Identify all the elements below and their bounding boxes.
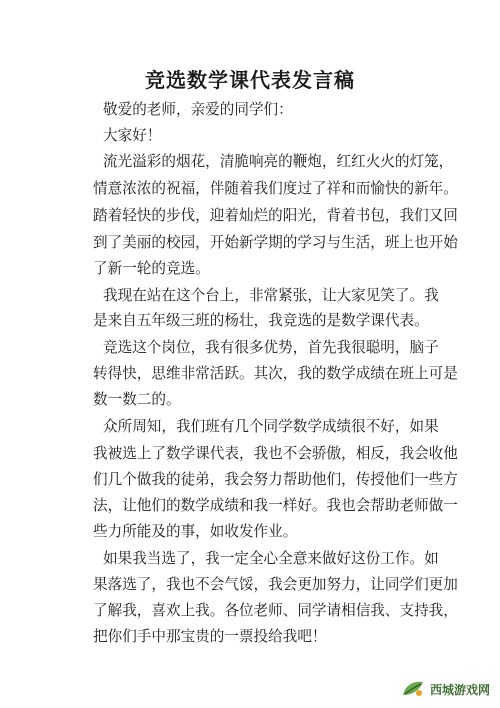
body-line: 转得快，思维非常活跃。其次，我的数学成绩在班上可是 (93, 365, 458, 382)
body-line: 到了美丽的校园，开始新学期的学习与生活，班上也开始 (93, 234, 458, 251)
body-line: 众所周知，我们班有几个同学数学成绩很不好，如果 (103, 418, 439, 435)
body-line: 我被选上了数学课代表，我也不会骄傲，相反，我会收他 (93, 445, 458, 462)
body-line: 如果我当选了，我一定全心全意来做好这份工作。如 (103, 550, 439, 567)
leaf-logo-icon (400, 679, 426, 699)
body-line: 了新一轮的竞选。 (93, 260, 210, 277)
body-line: 是来自五年级三班的杨壮，我竞选的是数学课代表。 (93, 312, 429, 329)
body-line: 情意浓浓的祝福，伴随着我们度过了祥和而愉快的新年。 (93, 180, 458, 197)
body-line: 果落选了，我也不会气馁，我会更加努力，让同学们更加 (93, 576, 458, 593)
salutation-line: 敬爱的老师，亲爱的同学们： (103, 101, 293, 118)
watermark-text: 西城游戏网 (429, 682, 490, 697)
body-line: 流光溢彩的烟花，清脆响亮的鞭炮，红红火火的灯笼， (103, 153, 454, 170)
body-line: 些力所能及的事，如收发作业。 (93, 523, 298, 540)
body-line: 了解我，喜欢上我。各位老师、同学请相信我、支持我， (93, 602, 458, 619)
body-line: 踏着轻快的步伐，迎着灿烂的阳光，背着书包，我们又回 (93, 207, 458, 224)
body-line: 我现在站在这个台上，非常紧张，让大家见笑了。我 (103, 287, 439, 304)
body-line: 们几个做我的徒弟，我会努力帮助他们，传授他们一些方 (93, 471, 458, 488)
body-line: 数一数二的。 (93, 391, 181, 408)
site-watermark (374, 678, 490, 700)
body-line: 把你们手中那宝贵的一票投给我吧！ (93, 628, 327, 645)
document-title: 竞选数学课代表发言稿 (145, 68, 355, 92)
greeting-line: 大家好！ (103, 127, 162, 144)
body-line: 竞选这个岗位，我有很多优势，首先我很聪明，脑子 (103, 339, 439, 356)
body-line: 法，让他们的数学成绩和我一样好。我也会帮助老师做一 (93, 497, 458, 514)
